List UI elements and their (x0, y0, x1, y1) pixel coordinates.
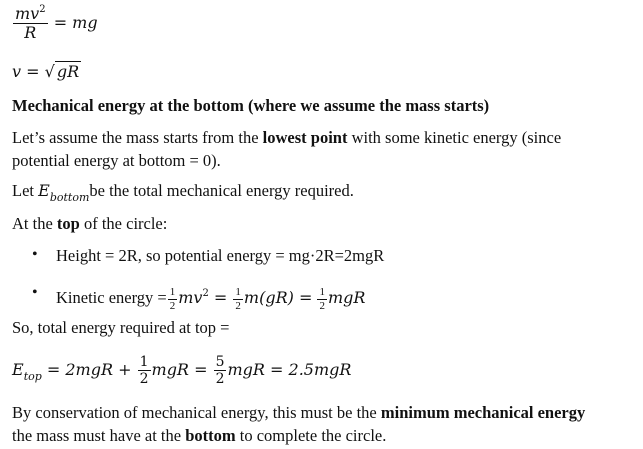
equals: = (213, 288, 228, 307)
para1-pre: Let’s assume the mass starts from the (12, 128, 263, 147)
para1-post: with some kinetic energy (since (347, 128, 562, 147)
paragraph-1-line2 (12, 151, 221, 171)
bullet-dot: • (32, 246, 38, 263)
eq-part-1: = 2mgR + (46, 360, 132, 379)
exponent: 2 (202, 288, 209, 299)
eq-part-3: mgR = 2.5mgR (227, 360, 352, 379)
para3-post: of the circle: (79, 214, 168, 233)
paragraph-2 (12, 181, 354, 208)
bullet2-label: Kinetic energy = (56, 288, 167, 307)
fraction-half (317, 286, 327, 312)
para5-line2-bold: bottom (185, 426, 236, 445)
paragraph-3 (12, 214, 167, 234)
equation-rhs: = mg (53, 12, 98, 32)
denominator: 2 (319, 299, 325, 312)
bullet-dot: • (32, 284, 38, 301)
paragraph-5-line2 (12, 426, 386, 446)
ke-mv: mv (178, 288, 203, 307)
heading-text: Mechanical energy at the bottom (where we assume the mass starts) (12, 96, 490, 115)
equation-velocity (12, 62, 81, 82)
ke-mgR-term: m(gR) = (243, 288, 313, 307)
para2-post: be the total mechanical energy required. (89, 181, 354, 200)
fraction-half (233, 286, 243, 312)
numerator: 1 (319, 286, 325, 299)
para5-bold: minimum mechanical energy (380, 403, 586, 422)
bullet1-text: Height = 2R, so potential energy = mg·2R=2mgR (56, 246, 385, 265)
radicand: gR (56, 62, 80, 81)
energy-subscript: top (23, 370, 42, 383)
denominator: 2 (235, 299, 241, 312)
energy-E: E (38, 181, 50, 200)
numerator: 5 (215, 353, 225, 370)
denominator: 2 (139, 371, 149, 387)
para1-bold: lowest point (262, 128, 348, 147)
paragraph-5 (12, 403, 585, 423)
paragraph-1 (12, 128, 561, 148)
para5-pre: By conservation of mechanical energy, this must be the (12, 403, 381, 422)
para5-line2-post: to complete the circle. (235, 426, 387, 445)
equation-centripetal (12, 4, 98, 43)
numerator: 1 (139, 353, 149, 370)
denominator: 2 (215, 371, 225, 387)
denominator: 2 (169, 299, 176, 312)
energy-symbol (38, 181, 90, 204)
fraction-five-halves (214, 354, 227, 387)
exponent: 2 (39, 4, 46, 15)
paragraph-4 (12, 318, 230, 338)
bullet-item-1 (56, 246, 384, 266)
fraction (13, 4, 48, 43)
ke-result: mgR (327, 288, 366, 307)
fraction-half (138, 354, 151, 387)
numerator: 1 (169, 286, 176, 299)
para5-line2-pre: the mass must have at the (12, 426, 186, 445)
section-heading (12, 96, 489, 116)
equation-total-top (12, 350, 351, 397)
energy-subscript: bottom (49, 191, 90, 204)
numerator: 1 (235, 286, 241, 299)
para4-text: So, total energy required at top = (12, 318, 230, 337)
eq-part-2: mgR = (151, 360, 208, 379)
numerator: mv (15, 4, 40, 23)
para3-pre: At the (12, 214, 57, 233)
denominator: R (24, 23, 37, 43)
energy-E: E (12, 360, 24, 379)
ke-term (178, 288, 232, 307)
equation-lhs: v = (12, 62, 40, 81)
sqrt-symbol: √ gR (44, 62, 80, 81)
para3-bold: top (56, 214, 80, 233)
para1-line2: potential energy at bottom = 0). (12, 151, 221, 170)
bullet-item-2 (56, 277, 365, 315)
para2-pre: Let (12, 181, 39, 200)
fraction-half (168, 286, 178, 312)
